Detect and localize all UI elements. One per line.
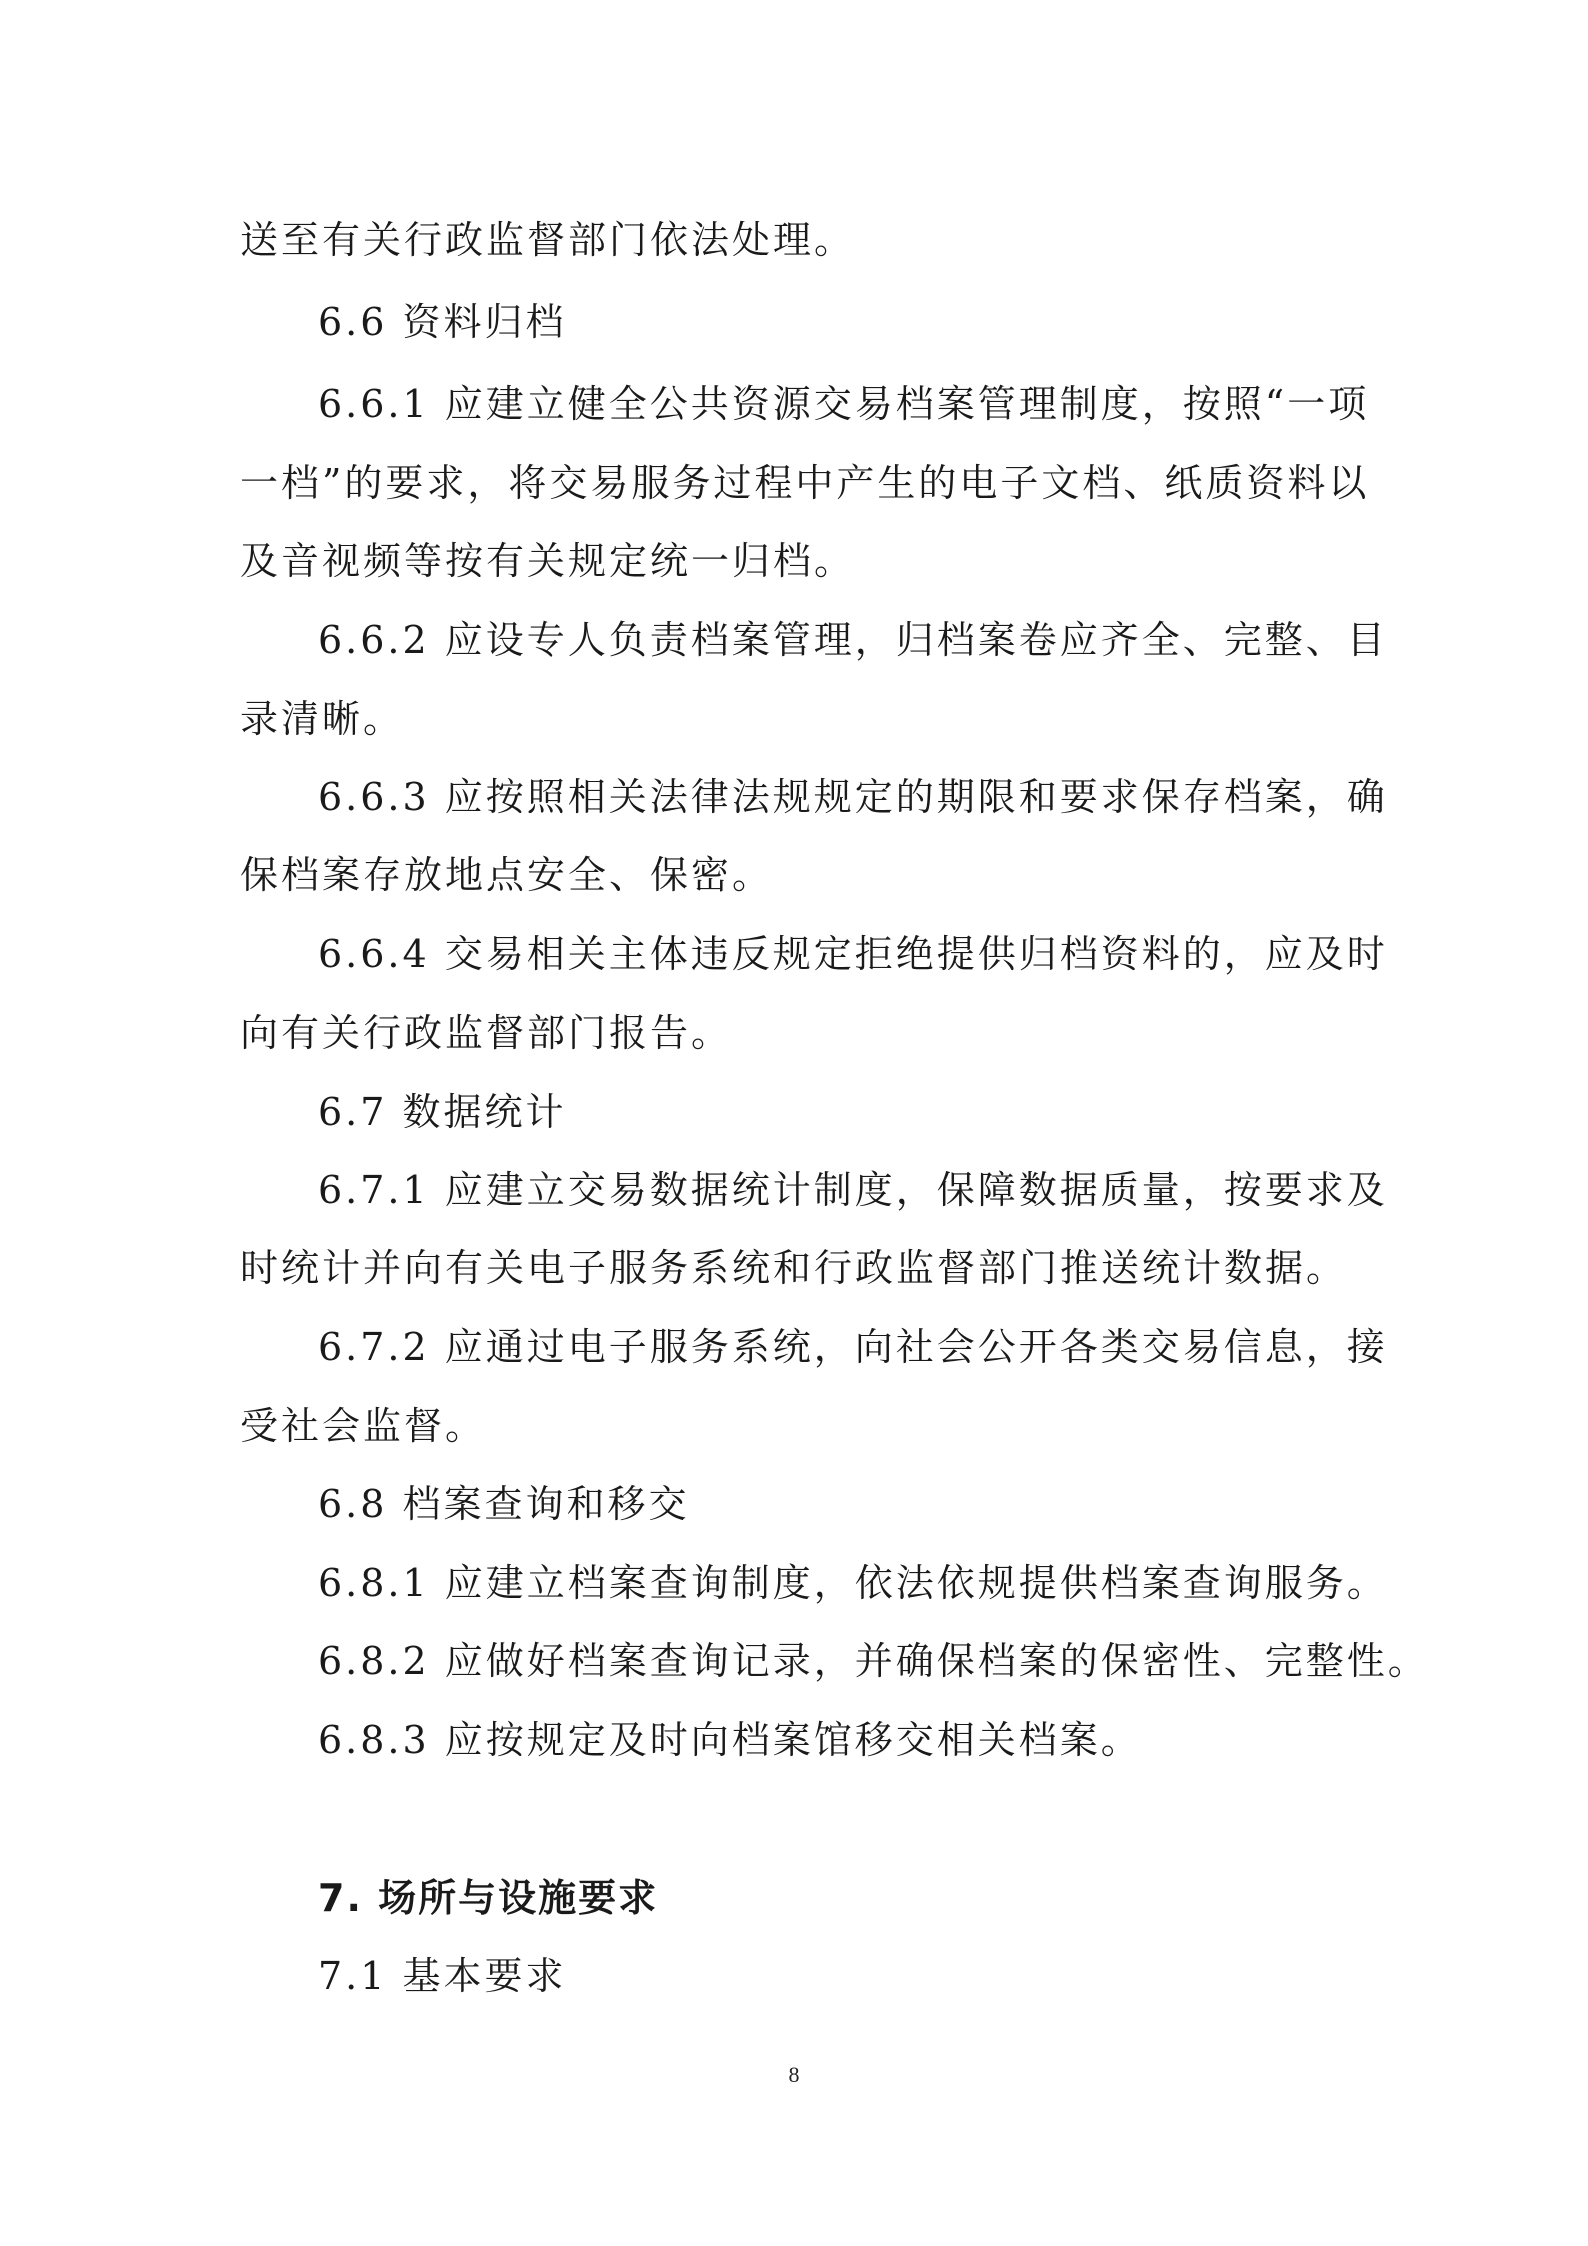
section-heading-6-7: 6.7 数据统计 — [318, 1090, 567, 1134]
chapter-heading-7: 7. 场所与设施要求 — [318, 1876, 659, 1920]
clause-6-6-4-line-1: 6.6.4 交易相关主体违反规定拒绝提供归档资料的，应及时 — [318, 932, 1388, 976]
clause-6-8-3: 6.8.3 应按规定及时向档案馆移交相关档案。 — [318, 1718, 1142, 1762]
clause-6-7-1-line-1: 6.7.1 应建立交易数据统计制度，保障数据质量，按要求及 — [318, 1168, 1388, 1212]
clause-6-6-3-line-2: 保档案存放地点安全、保密。 — [240, 853, 774, 897]
clause-6-6-2-line-2: 录清晰。 — [240, 697, 405, 741]
clause-6-6-4-line-2: 向有关行政监督部门报告。 — [240, 1011, 733, 1055]
clause-6-6-1-line-3: 及音视频等按有关规定统一归档。 — [240, 539, 856, 583]
clause-6-8-2: 6.8.2 应做好档案查询记录，并确保档案的保密性、完整性。 — [318, 1639, 1429, 1683]
clause-6-7-1-line-2: 时统计并向有关电子服务系统和行政监督部门推送统计数据。 — [240, 1246, 1348, 1290]
clause-6-6-3-line-1: 6.6.3 应按照相关法律法规规定的期限和要求保存档案，确 — [318, 775, 1388, 819]
text-line-continuation: 送至有关行政监督部门依法处理。 — [240, 218, 856, 262]
section-heading-6-6: 6.6 资料归档 — [318, 300, 567, 344]
clause-6-6-1-line-2: 一档”的要求，将交易服务过程中产生的电子文档、纸质资料以 — [240, 461, 1370, 505]
section-heading-7-1: 7.1 基本要求 — [318, 1954, 567, 1998]
clause-6-8-1: 6.8.1 应建立档案查询制度，依法依规提供档案查询服务。 — [318, 1561, 1388, 1605]
clause-6-7-2-line-1: 6.7.2 应通过电子服务系统，向社会公开各类交易信息，接 — [318, 1325, 1388, 1369]
clause-6-7-2-line-2: 受社会监督。 — [240, 1404, 487, 1448]
clause-6-6-2-line-1: 6.6.2 应设专人负责档案管理，归档案卷应齐全、完整、目 — [318, 618, 1388, 662]
page-number: 8 — [788, 2062, 800, 2087]
clause-6-6-1-line-1: 6.6.1 应建立健全公共资源交易档案管理制度，按照“一项 — [318, 382, 1370, 426]
section-heading-6-8: 6.8 档案查询和移交 — [318, 1482, 690, 1526]
